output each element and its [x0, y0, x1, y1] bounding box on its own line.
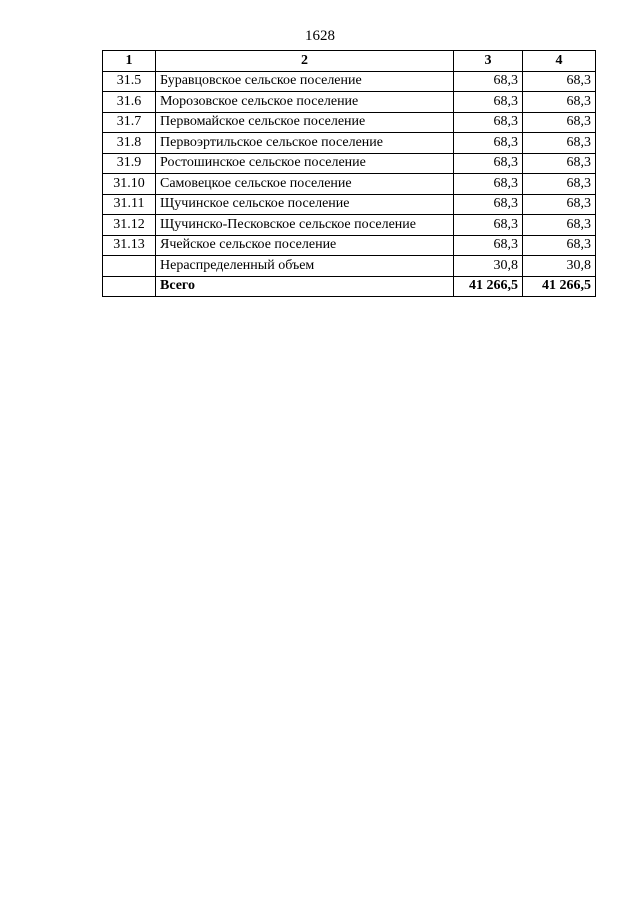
value-col4-cell: 68,3 — [523, 92, 596, 113]
table-row — [103, 133, 596, 154]
table-row — [103, 235, 596, 256]
value-col4-cell: 30,8 — [523, 256, 596, 277]
value-col3-cell: 68,3 — [454, 153, 523, 174]
row-number-cell: 31.8 — [103, 133, 156, 154]
total-label-cell: Всего — [156, 276, 454, 297]
settlement-name-cell: Первомайское сельское поселение — [156, 112, 454, 133]
value-col3-cell: 68,3 — [454, 235, 523, 256]
settlement-name-cell: Буравцовское сельское поселение — [156, 71, 454, 92]
value-col4-cell: 68,3 — [523, 133, 596, 154]
table-row — [103, 153, 596, 174]
row-number-cell: 31.10 — [103, 174, 156, 195]
row-number-cell: 31.13 — [103, 235, 156, 256]
total-number-cell — [103, 276, 156, 297]
value-col3-cell: 68,3 — [454, 133, 523, 154]
settlement-name-cell: Нераспределенный объем — [156, 256, 454, 277]
settlement-name-cell: Щучинское сельское поселение — [156, 194, 454, 215]
value-col3-cell: 68,3 — [454, 194, 523, 215]
row-number-cell: 31.5 — [103, 71, 156, 92]
settlement-name-cell: Самовецкое сельское поселение — [156, 174, 454, 195]
row-number-cell: 31.11 — [103, 194, 156, 215]
value-col3-cell: 68,3 — [454, 112, 523, 133]
value-col4-cell: 68,3 — [523, 71, 596, 92]
column-header-1: 1 — [103, 51, 156, 72]
settlement-name-cell: Ростошинское сельское поселение — [156, 153, 454, 174]
table-row — [103, 256, 596, 277]
column-header-2: 2 — [156, 51, 454, 72]
table-header-row — [103, 51, 596, 72]
row-number-cell: 31.6 — [103, 92, 156, 113]
total-value-col4: 41 266,5 — [523, 276, 596, 297]
table-row — [103, 92, 596, 113]
value-col4-cell: 68,3 — [523, 215, 596, 236]
value-col4-cell: 68,3 — [523, 174, 596, 195]
table-row — [103, 194, 596, 215]
row-number-cell — [103, 256, 156, 277]
column-header-3: 3 — [454, 51, 523, 72]
table-body — [103, 71, 596, 297]
settlement-name-cell: Морозовское сельское поселение — [156, 92, 454, 113]
table-row — [103, 215, 596, 236]
budget-table — [102, 50, 596, 297]
table-row — [103, 112, 596, 133]
settlement-name-cell: Щучинско-Песковское сельское поселение — [156, 215, 454, 236]
row-number-cell: 31.7 — [103, 112, 156, 133]
row-number-cell: 31.12 — [103, 215, 156, 236]
value-col3-cell: 68,3 — [454, 71, 523, 92]
value-col4-cell: 68,3 — [523, 153, 596, 174]
page-number: 1628 — [305, 28, 335, 44]
table-row — [103, 174, 596, 195]
value-col4-cell: 68,3 — [523, 112, 596, 133]
value-col3-cell: 68,3 — [454, 215, 523, 236]
settlement-name-cell: Первоэртильское сельское поселение — [156, 133, 454, 154]
value-col3-cell: 30,8 — [454, 256, 523, 277]
row-number-cell: 31.9 — [103, 153, 156, 174]
value-col3-cell: 68,3 — [454, 92, 523, 113]
value-col3-cell: 68,3 — [454, 174, 523, 195]
value-col4-cell: 68,3 — [523, 194, 596, 215]
value-col4-cell: 68,3 — [523, 235, 596, 256]
column-header-4: 4 — [523, 51, 596, 72]
total-value-col3: 41 266,5 — [454, 276, 523, 297]
total-row — [103, 276, 596, 297]
table-row — [103, 71, 596, 92]
settlement-name-cell: Ячейское сельское поселение — [156, 235, 454, 256]
